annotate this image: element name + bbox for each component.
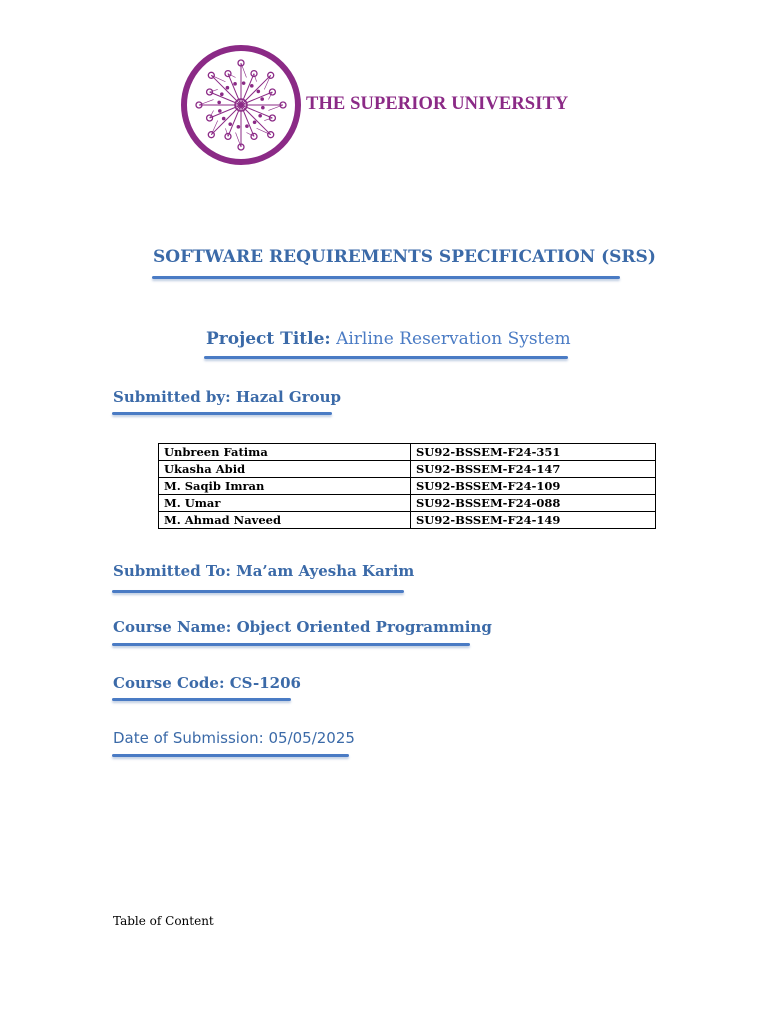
project-underline	[204, 356, 568, 359]
member-name: M. Umar	[159, 495, 411, 512]
member-id: SU92-BSSEM-F24-147	[411, 461, 656, 478]
member-name: M. Ahmad Naveed	[159, 512, 411, 529]
member-id: SU92-BSSEM-F24-351	[411, 444, 656, 461]
table-row	[159, 512, 656, 529]
submitted-by-underline	[112, 412, 332, 415]
date-underline	[112, 754, 349, 757]
course-name-underline	[112, 643, 470, 646]
table-row	[159, 478, 656, 495]
university-logo	[170, 38, 590, 178]
project-title-value: Airline Reservation System	[330, 329, 571, 349]
member-name: Unbreen Fatima	[159, 444, 411, 461]
project-title-label: Project Title:	[206, 329, 331, 349]
university-name: THE SUPERIOR UNIVERSITY	[306, 94, 569, 114]
member-name: M. Saqib Imran	[159, 478, 411, 495]
project-title	[206, 329, 571, 349]
members-table	[158, 443, 656, 529]
university-seal-icon	[178, 42, 304, 168]
member-id: SU92-BSSEM-F24-149	[411, 512, 656, 529]
date-of-submission: Date of Submission: 05/05/2025	[113, 729, 355, 747]
member-id: SU92-BSSEM-F24-088	[411, 495, 656, 512]
table-row	[159, 495, 656, 512]
course-code-underline	[112, 698, 291, 701]
submitted-to: Submitted To: Ma’am Ayesha Karim	[113, 562, 415, 580]
document-title: SOFTWARE REQUIREMENTS SPECIFICATION (SRS)	[153, 247, 656, 267]
member-id: SU92-BSSEM-F24-109	[411, 478, 656, 495]
course-code: Course Code: CS-1206	[113, 674, 301, 692]
table-row	[159, 444, 656, 461]
submitted-to-underline	[112, 590, 404, 593]
title-underline	[152, 276, 620, 279]
table-of-content-heading: Table of Content	[113, 914, 214, 928]
table-row	[159, 461, 656, 478]
member-name: Ukasha Abid	[159, 461, 411, 478]
course-name: Course Name: Object Oriented Programming	[113, 618, 492, 636]
submitted-by: Submitted by: Hazal Group	[113, 388, 342, 406]
